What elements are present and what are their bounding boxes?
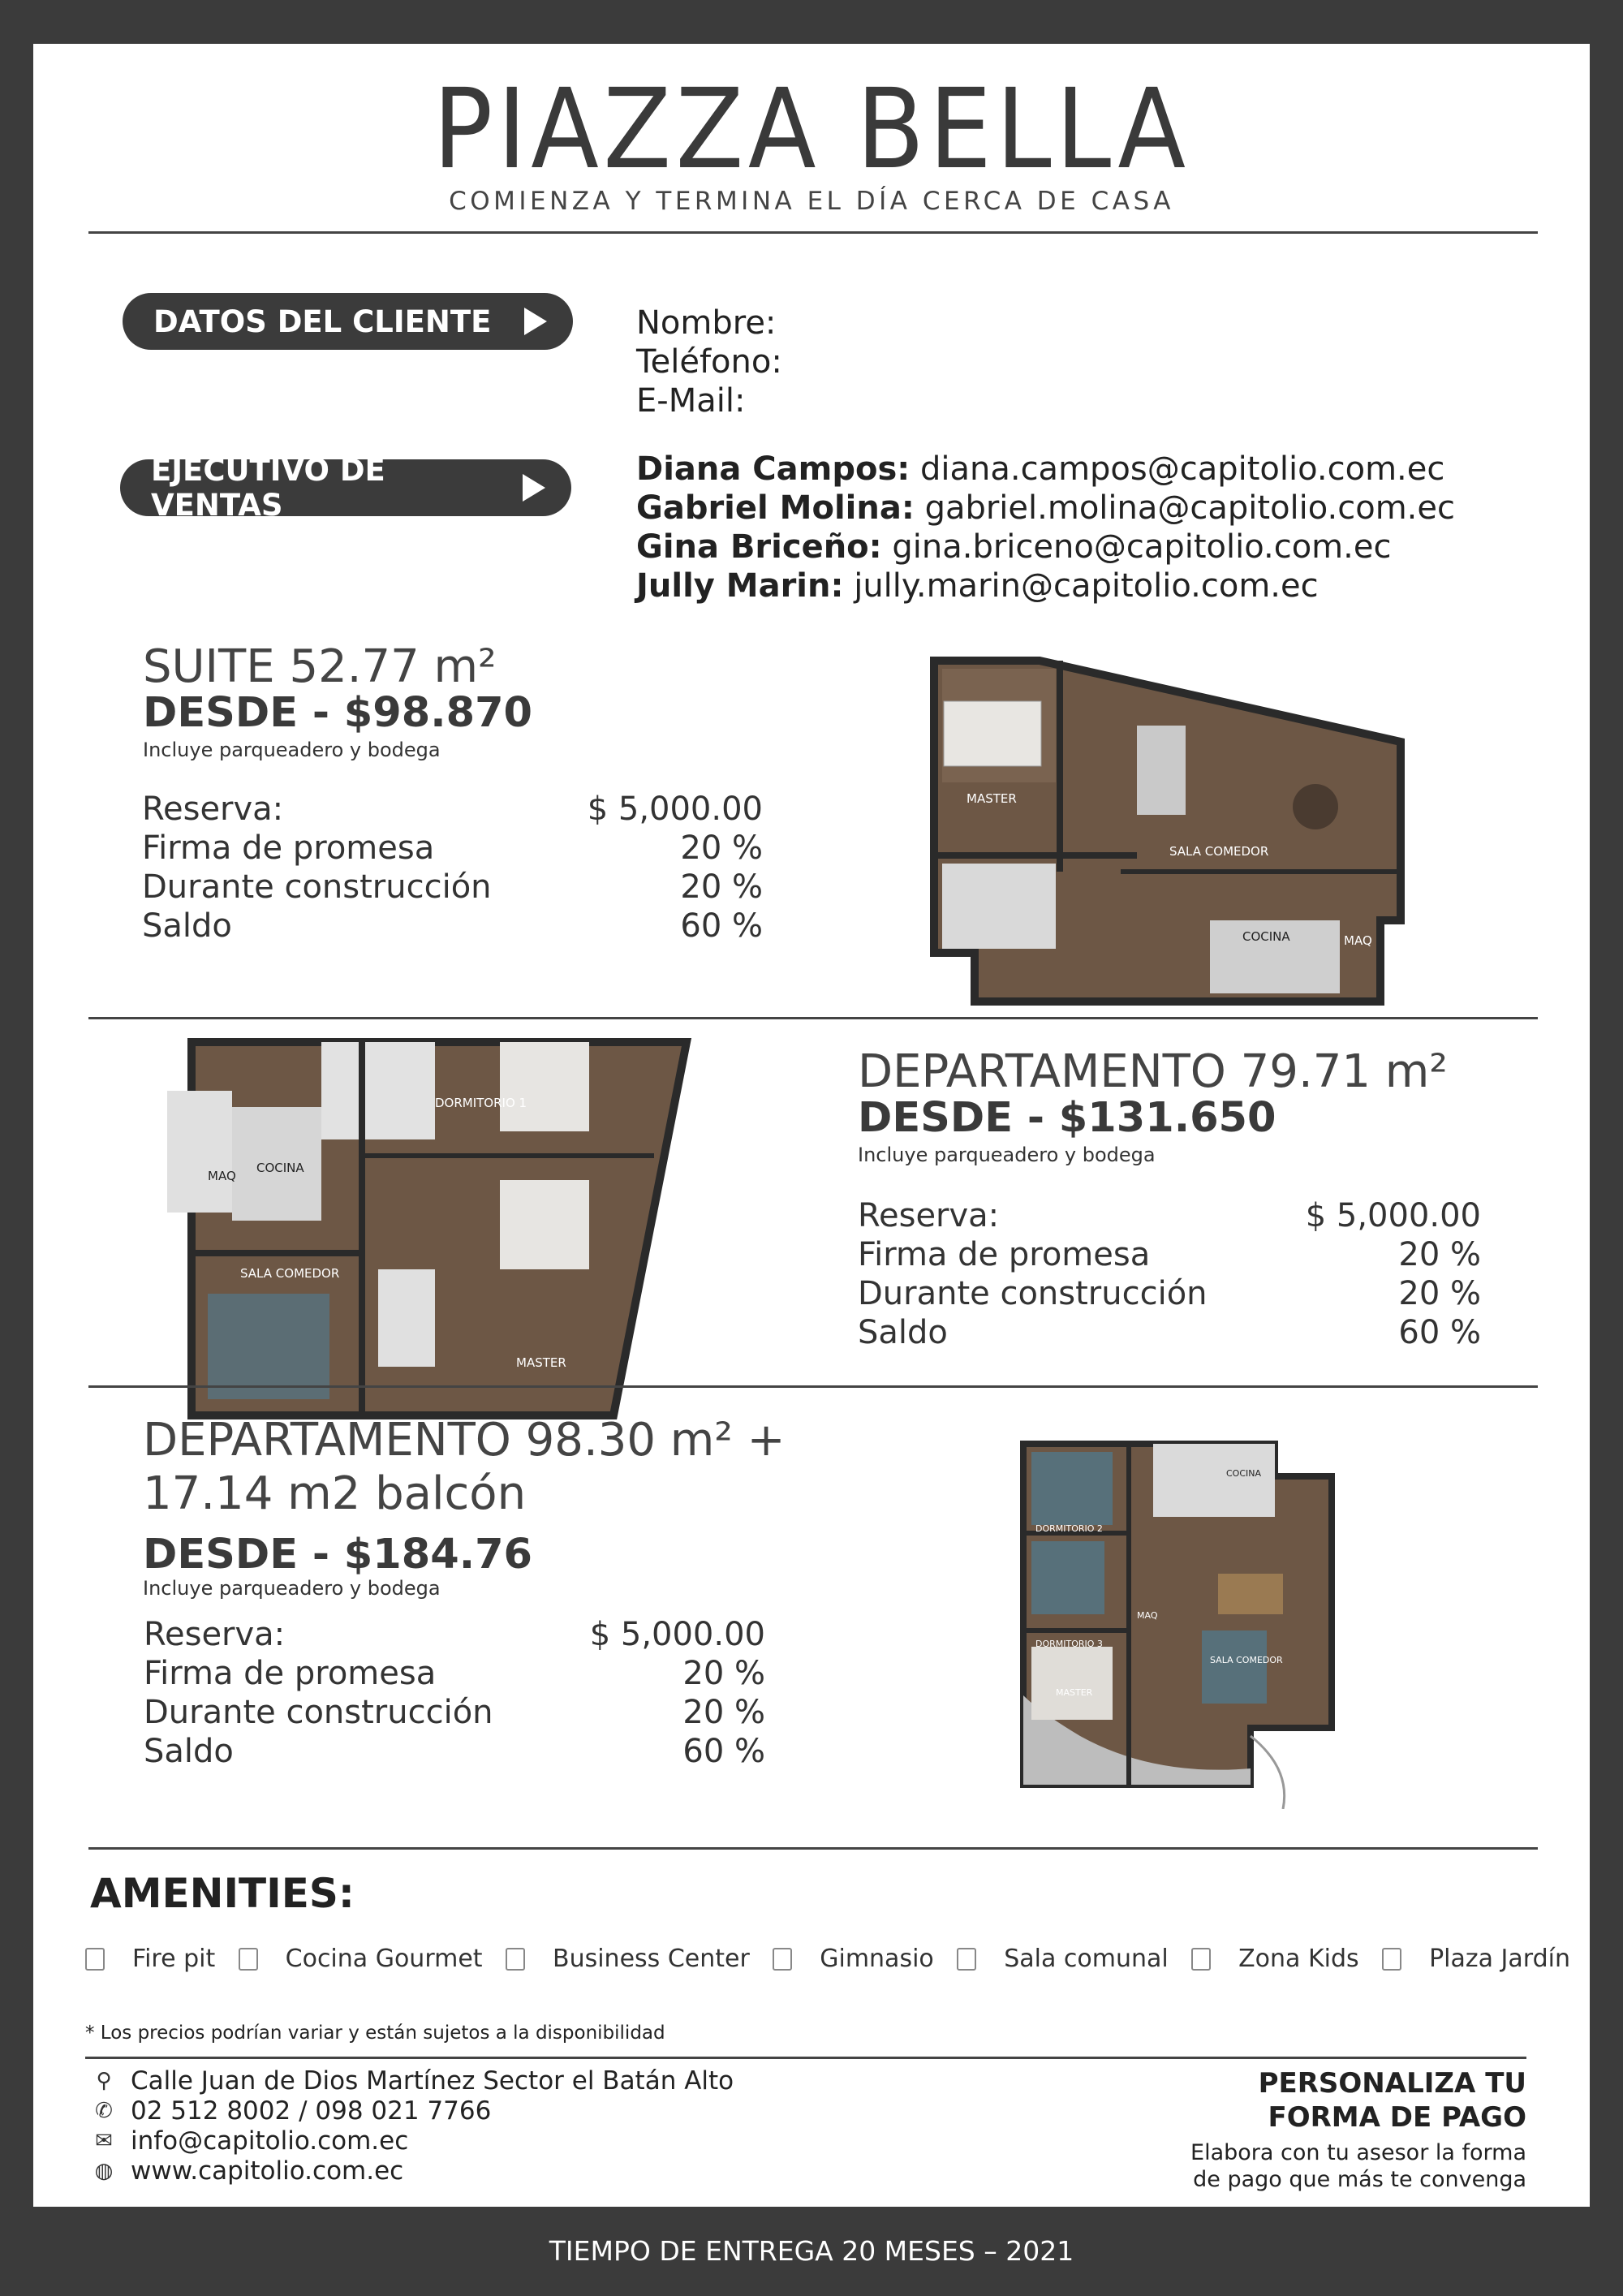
page-title: PIAZZA BELLA	[433, 66, 1190, 194]
term-row: Durante construcción 20 %	[144, 1694, 765, 1731]
plan-label: MAQ	[1344, 933, 1372, 948]
play-icon	[524, 308, 547, 335]
amenities-title: AMENITIES:	[90, 1870, 355, 1917]
apartment-79-payment-terms	[858, 1196, 1481, 1352]
globe-icon: ◍	[94, 2159, 114, 2183]
sales-executive-button[interactable]	[120, 453, 571, 523]
calendar-icon	[506, 1948, 525, 1971]
unit-price: DESDE - $131.650	[858, 1094, 1276, 1142]
term-row: Durante construcción 20 %	[858, 1275, 1481, 1312]
personalize-body-1: Elabora con tu asesor la forma	[1190, 2140, 1526, 2165]
mail-icon: ✉	[95, 2129, 113, 2153]
bed-icon	[1031, 1452, 1113, 1525]
suite-floor-plan	[926, 612, 1405, 1018]
suite-payment-terms	[142, 790, 763, 946]
divider	[88, 231, 1538, 234]
bed-icon	[1031, 1647, 1113, 1720]
phone-field-label: Teléfono:	[636, 343, 782, 381]
delivery-time-footer: TIEMPO DE ENTREGA 20 MESES – 2021	[549, 2235, 1074, 2267]
executive-item: Jully Marin: jully.marin@capitolio.com.ec	[636, 567, 1319, 605]
plan-label: MAQ	[208, 1169, 236, 1183]
plan-label: MASTER	[966, 791, 1017, 806]
personalize-title-1: PERSONALIZA TU	[1258, 2067, 1526, 2100]
client-data-button[interactable]	[123, 293, 573, 350]
chef-icon	[239, 1948, 258, 1971]
garden-icon	[1382, 1948, 1401, 1971]
apartment-98-floor-plan	[1007, 1428, 1380, 1809]
brochure-sheet	[33, 44, 1590, 2207]
plan-label: DORMITORIO 1	[435, 1096, 527, 1110]
sales-executive-label: EJECUTIVO DE VENTAS	[151, 453, 385, 523]
amenities-list	[85, 1945, 1570, 1973]
plan-label: MASTER	[1056, 1687, 1093, 1698]
amenity-item: Gimnasio	[773, 1945, 934, 1973]
divider	[88, 1017, 1538, 1019]
unit-note: Incluye parqueadero y bodega	[143, 739, 441, 761]
bathroom	[942, 864, 1056, 949]
phone-icon: ✆	[95, 2099, 113, 2123]
amenity-item: Business Center	[506, 1945, 750, 1973]
personalize-title-2: FORMA DE PAGO	[1268, 2101, 1526, 2134]
term-row: Reserva: $ 5,000.00	[142, 790, 763, 828]
term-row: Saldo 60 %	[144, 1733, 765, 1770]
apartment-79-unit-info	[858, 1045, 1448, 1166]
client-data-label: DATOS DEL CLIENTE	[153, 304, 492, 339]
unit-title: DEPARTAMENTO 98.30 m² +	[143, 1414, 786, 1467]
phone[interactable]: 02 512 8002 / 098 021 7766	[131, 2096, 492, 2126]
unit-note: Incluye parqueadero y bodega	[858, 1144, 1156, 1166]
contact-info	[92, 2066, 734, 2186]
plan-label: DORMITORIO 3	[1035, 1639, 1103, 1649]
plan-label: SALA COMEDOR	[1210, 1655, 1283, 1665]
personalize-payment	[1072, 2066, 1526, 2193]
amenity-item: Plaza Jardín	[1382, 1945, 1570, 1973]
executive-email[interactable]: gabriel.molina@capitolio.com.ec	[924, 489, 1455, 527]
room-icon	[957, 1948, 976, 1971]
address: Calle Juan de Dios Martínez Sector el Batán Alto	[131, 2066, 734, 2096]
plan-label: COCINA	[1226, 1468, 1262, 1479]
amenity-item: Zona Kids	[1191, 1945, 1359, 1973]
plan-label: SALA COMEDOR	[1169, 844, 1269, 859]
apartment-98-payment-terms	[144, 1615, 765, 1771]
term-row: Firma de promesa 20 %	[142, 829, 763, 867]
unit-price: DESDE - $184.76	[143, 1531, 533, 1579]
fire-pit-icon	[85, 1948, 105, 1971]
amenity-item: Cocina Gourmet	[239, 1945, 483, 1973]
plan-label: SALA COMEDOR	[240, 1266, 340, 1281]
term-row: Durante construcción 20 %	[142, 868, 763, 906]
client-fields	[636, 304, 782, 420]
apartment-79-floor-plan	[159, 1026, 727, 1424]
page-subtitle: COMIENZA Y TERMINA EL DÍA CERCA DE CASA	[449, 187, 1174, 216]
location-pin-icon: ⚲	[96, 2069, 112, 2093]
apartment-98-unit-info	[143, 1414, 786, 1600]
divider	[88, 1385, 1538, 1388]
plan-label: DORMITORIO 2	[1035, 1523, 1103, 1534]
unit-title-balcony: 17.14 m2 balcón	[143, 1467, 527, 1520]
term-row: Saldo 60 %	[858, 1314, 1481, 1351]
executive-list	[636, 450, 1455, 605]
executive-email[interactable]: gina.briceno@capitolio.com.ec	[892, 528, 1392, 566]
dumbbell-icon	[773, 1948, 792, 1971]
plan-label: MAQ	[1137, 1610, 1158, 1621]
plan-label: MASTER	[516, 1355, 566, 1370]
unit-title: SUITE 52.77 m²	[143, 640, 497, 693]
price-disclaimer: * Los precios podrían variar y están sujetos a la disponibilidad	[85, 2022, 665, 2044]
executive-email[interactable]: diana.campos@capitolio.com.ec	[919, 450, 1445, 488]
plan-label: COCINA	[256, 1161, 304, 1175]
unit-price: DESDE - $98.870	[143, 689, 533, 737]
bed-icon	[500, 1180, 589, 1269]
bed-icon	[500, 1042, 589, 1131]
amenity-item: Sala comunal	[957, 1945, 1169, 1973]
term-row: Reserva: $ 5,000.00	[858, 1197, 1481, 1234]
executive-item: Gabriel Molina: gabriel.molina@capitolio.com.ec	[636, 489, 1455, 527]
divider	[85, 2057, 1526, 2059]
term-row: Firma de promesa 20 %	[858, 1236, 1481, 1273]
bed-icon	[1031, 1541, 1104, 1614]
amenity-item: Fire pit	[85, 1945, 215, 1973]
kitchen	[1153, 1444, 1275, 1517]
personalize-body-2: de pago que más te convenga	[1193, 2167, 1526, 2192]
executive-email[interactable]: jully.marin@capitolio.com.ec	[854, 567, 1319, 605]
unit-note: Incluye parqueadero y bodega	[143, 1577, 441, 1600]
kids-icon	[1191, 1948, 1211, 1971]
executive-item: Diana Campos: diana.campos@capitolio.com.ec	[636, 450, 1445, 488]
plan-label: COCINA	[1242, 929, 1290, 944]
website-link[interactable]: www.capitolio.com.ec	[131, 2156, 404, 2186]
play-icon	[523, 474, 545, 502]
bathroom	[321, 1042, 435, 1139]
suite-unit-info	[143, 640, 532, 761]
name-field-label: Nombre:	[636, 304, 777, 342]
unit-title: DEPARTAMENTO 79.71 m²	[858, 1045, 1448, 1098]
bed-icon	[944, 701, 1041, 766]
executive-item: Gina Briceño: gina.briceno@capitolio.com.ec	[636, 528, 1392, 566]
email-link[interactable]: info@capitolio.com.ec	[131, 2126, 409, 2156]
divider	[88, 1847, 1538, 1850]
email-field-label: E-Mail:	[636, 382, 746, 420]
term-row: Firma de promesa 20 %	[144, 1655, 765, 1692]
term-row: Reserva: $ 5,000.00	[144, 1616, 765, 1653]
term-row: Saldo 60 %	[142, 907, 763, 945]
